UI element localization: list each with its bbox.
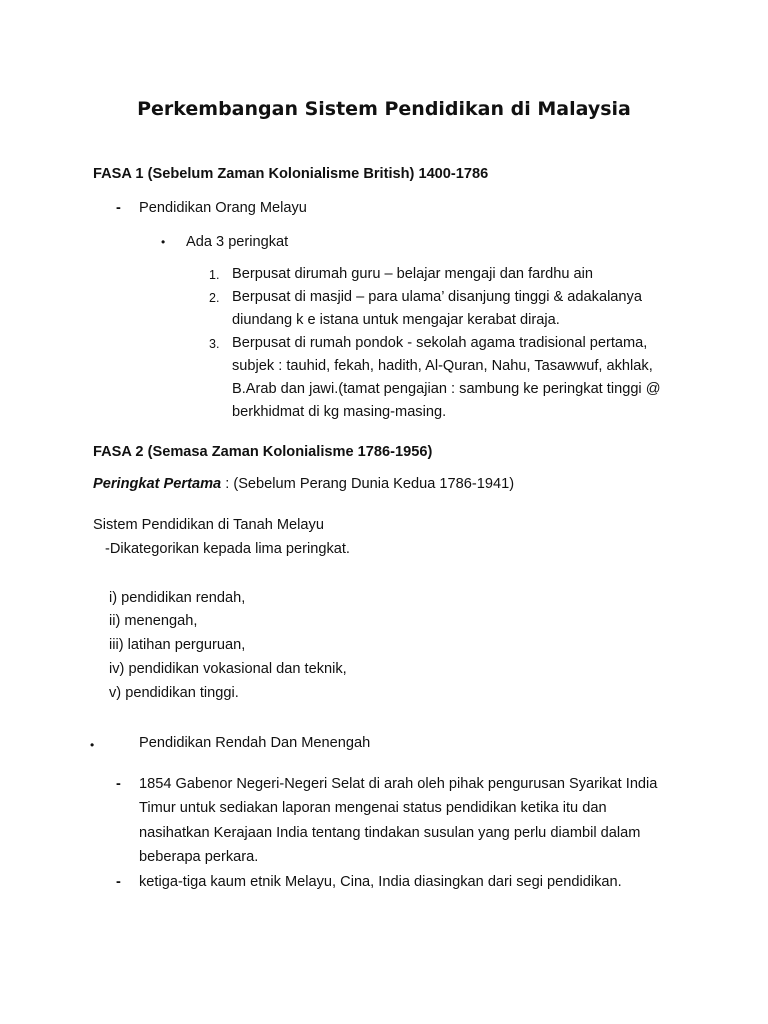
dash-marker: -	[116, 874, 121, 890]
level-item: i) pendidikan rendah,	[109, 590, 246, 606]
point-line: Timur untuk sediakan laporan mengenai status pendidikan ketika itu dan	[139, 800, 607, 816]
level-item: ii) menengah,	[109, 613, 198, 629]
list-item-line: diundang k e istana untuk mengajar kerabat diraja.	[232, 312, 560, 328]
list-item-line: Berpusat di masjid – para ulama’ disanjung tinggi & adakalanya	[232, 289, 642, 305]
fasa1-dash: -	[116, 200, 121, 216]
peringkat-label: Peringkat Pertama	[93, 476, 222, 492]
level-item: v) pendidikan tinggi.	[109, 685, 239, 701]
list-item-line: Berpusat dirumah guru – belajar mengaji dan fardhu ain	[232, 266, 594, 282]
bullet-icon: •	[90, 738, 95, 752]
list-number: 3.	[209, 337, 220, 351]
point-line: 1854 Gabenor Negeri-Negeri Selat di arah oleh pihak pengurusan Syarikat India	[139, 776, 658, 792]
list-item-line: Berpusat di rumah pondok - sekolah agama tradisional pertama,	[232, 335, 648, 351]
peringkat-line	[93, 475, 514, 493]
dash-marker: -	[116, 776, 121, 792]
point-line: beberapa perkara.	[139, 849, 259, 865]
list-item-line: subjek : tauhid, fekah, hadith, Al-Quran, Nahu, Tasawwuf, akhlak,	[232, 358, 653, 374]
point-line: ketiga-tiga kaum etnik Melayu, Cina, India diasingkan dari segi pendidikan.	[139, 874, 622, 890]
page-title: Perkembangan Sistem Pendidikan di Malaysia	[137, 98, 631, 120]
fasa1-subheading: Pendidikan Orang Melayu	[139, 200, 307, 216]
fasa2-heading: FASA 2 (Semasa Zaman Kolonialisme 1786-1956)	[93, 444, 433, 460]
level-item: iv) pendidikan vokasional dan teknik,	[109, 661, 347, 677]
fasa1-heading: FASA 1 (Sebelum Zaman Kolonialisme British) 1400-1786	[93, 166, 489, 182]
bullet-icon: •	[161, 235, 166, 249]
level-item: iii) latihan perguruan,	[109, 637, 246, 653]
sistem-heading: Sistem Pendidikan di Tanah Melayu	[93, 517, 324, 533]
peringkat-rest: : (Sebelum Perang Dunia Kedua 1786-1941)	[221, 476, 515, 492]
list-item-line: berkhidmat di kg masing-masing.	[232, 404, 447, 420]
kategori-text: -Dikategorikan kepada lima peringkat.	[105, 541, 350, 557]
list-item-line: B.Arab dan jawi.(tamat pengajian : sambung ke peringkat tinggi @	[232, 381, 661, 397]
fasa1-bullet-text: Ada 3 peringkat	[186, 234, 289, 250]
point-line: nasihatkan Kerajaan India tentang tindakan susulan yang perlu diambil dalam	[139, 825, 641, 841]
list-number: 2.	[209, 291, 220, 305]
list-number: 1.	[209, 268, 220, 282]
fasa2-bullet-text: Pendidikan Rendah Dan Menengah	[139, 735, 371, 751]
